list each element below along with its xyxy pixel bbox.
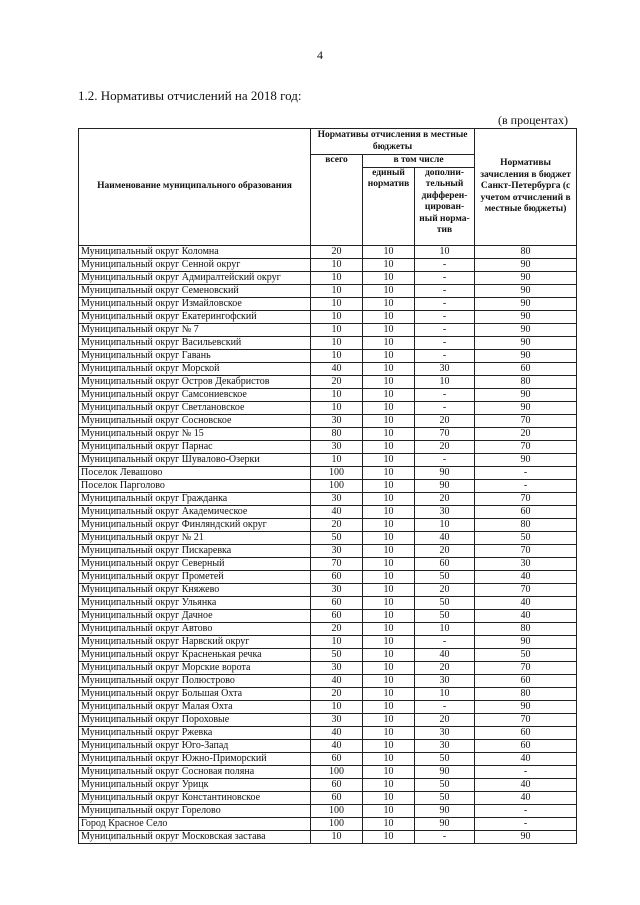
cell-spb: 70 bbox=[475, 713, 577, 726]
cell-name: Муниципальный округ Академическое bbox=[79, 505, 311, 518]
table-row bbox=[79, 362, 577, 375]
cell-name: Муниципальный округ Семеновский bbox=[79, 284, 311, 297]
table-row bbox=[79, 518, 577, 531]
cell-name: Муниципальный округ Светлановское bbox=[79, 401, 311, 414]
cell-additional: 90 bbox=[415, 765, 475, 778]
table-row bbox=[79, 752, 577, 765]
cell-name: Муниципальный округ Морские ворота bbox=[79, 661, 311, 674]
table-row bbox=[79, 492, 577, 505]
cell-spb: 90 bbox=[475, 401, 577, 414]
cell-single: 10 bbox=[363, 700, 415, 713]
cell-spb: 50 bbox=[475, 648, 577, 661]
cell-name: Муниципальный округ Измайловское bbox=[79, 297, 311, 310]
cell-name: Муниципальный округ Малая Охта bbox=[79, 700, 311, 713]
header-local-norms: Нормативы отчисления в местные бюджеты bbox=[311, 129, 475, 155]
cell-total: 30 bbox=[311, 544, 363, 557]
cell-total: 10 bbox=[311, 284, 363, 297]
table-row bbox=[79, 739, 577, 752]
cell-total: 100 bbox=[311, 479, 363, 492]
cell-total: 10 bbox=[311, 297, 363, 310]
cell-name: Муниципальный округ Екатерингофский bbox=[79, 310, 311, 323]
cell-additional: - bbox=[415, 401, 475, 414]
cell-total: 100 bbox=[311, 817, 363, 830]
cell-name: Муниципальный округ Самсониевское bbox=[79, 388, 311, 401]
cell-total: 60 bbox=[311, 596, 363, 609]
cell-single: 10 bbox=[363, 583, 415, 596]
cell-additional: 20 bbox=[415, 492, 475, 505]
cell-single: 10 bbox=[363, 388, 415, 401]
header-additional: дополни-тельный дифферен-цирован-ный норма-тив bbox=[415, 167, 475, 245]
cell-name: Муниципальный округ Пороховые bbox=[79, 713, 311, 726]
cell-spb: - bbox=[475, 765, 577, 778]
cell-total: 30 bbox=[311, 661, 363, 674]
cell-total: 50 bbox=[311, 648, 363, 661]
cell-single: 10 bbox=[363, 609, 415, 622]
cell-name: Муниципальный округ Княжево bbox=[79, 583, 311, 596]
cell-total: 80 bbox=[311, 427, 363, 440]
cell-spb: 70 bbox=[475, 492, 577, 505]
cell-additional: 30 bbox=[415, 362, 475, 375]
cell-name: Муниципальный округ Прометей bbox=[79, 570, 311, 583]
cell-spb: 90 bbox=[475, 258, 577, 271]
cell-spb: 70 bbox=[475, 583, 577, 596]
cell-total: 10 bbox=[311, 830, 363, 843]
units-note: (в процентах) bbox=[498, 113, 568, 127]
cell-spb: 80 bbox=[475, 375, 577, 388]
cell-single: 10 bbox=[363, 440, 415, 453]
cell-total: 10 bbox=[311, 258, 363, 271]
cell-additional: - bbox=[415, 323, 475, 336]
cell-additional: 30 bbox=[415, 505, 475, 518]
cell-additional: 90 bbox=[415, 804, 475, 817]
cell-name: Муниципальный округ Сенной округ bbox=[79, 258, 311, 271]
cell-name: Муниципальный округ № 7 bbox=[79, 323, 311, 336]
cell-name: Муниципальный округ Сосновая поляна bbox=[79, 765, 311, 778]
table-row bbox=[79, 830, 577, 843]
cell-name: Муниципальный округ Юго-Запад bbox=[79, 739, 311, 752]
cell-single: 10 bbox=[363, 557, 415, 570]
table-row bbox=[79, 349, 577, 362]
cell-additional: - bbox=[415, 635, 475, 648]
table-row bbox=[79, 375, 577, 388]
cell-total: 10 bbox=[311, 310, 363, 323]
cell-additional: - bbox=[415, 700, 475, 713]
cell-spb: 90 bbox=[475, 700, 577, 713]
table-row bbox=[79, 804, 577, 817]
cell-total: 10 bbox=[311, 388, 363, 401]
cell-additional: 50 bbox=[415, 778, 475, 791]
header-name: Наименование муниципального образования bbox=[79, 129, 311, 246]
cell-additional: 20 bbox=[415, 713, 475, 726]
cell-additional: 50 bbox=[415, 609, 475, 622]
cell-total: 10 bbox=[311, 401, 363, 414]
cell-name: Муниципальный округ Адмиралтейский округ bbox=[79, 271, 311, 284]
cell-additional: 60 bbox=[415, 557, 475, 570]
cell-additional: - bbox=[415, 349, 475, 362]
cell-single: 10 bbox=[363, 479, 415, 492]
cell-spb: - bbox=[475, 817, 577, 830]
cell-total: 20 bbox=[311, 375, 363, 388]
table-row bbox=[79, 557, 577, 570]
cell-total: 10 bbox=[311, 635, 363, 648]
table-row bbox=[79, 570, 577, 583]
cell-additional: - bbox=[415, 310, 475, 323]
cell-total: 10 bbox=[311, 323, 363, 336]
cell-additional: 30 bbox=[415, 739, 475, 752]
cell-spb: 90 bbox=[475, 284, 577, 297]
cell-single: 10 bbox=[363, 427, 415, 440]
table-row bbox=[79, 726, 577, 739]
cell-total: 40 bbox=[311, 674, 363, 687]
cell-additional: - bbox=[415, 388, 475, 401]
table-row bbox=[79, 271, 577, 284]
cell-total: 30 bbox=[311, 440, 363, 453]
cell-name: Муниципальный округ Горелово bbox=[79, 804, 311, 817]
cell-name: Муниципальный округ Гражданка bbox=[79, 492, 311, 505]
table-row bbox=[79, 336, 577, 349]
cell-total: 100 bbox=[311, 804, 363, 817]
table-row bbox=[79, 817, 577, 830]
cell-total: 100 bbox=[311, 765, 363, 778]
cell-spb: 40 bbox=[475, 778, 577, 791]
cell-name: Муниципальный округ Коломна bbox=[79, 245, 311, 258]
cell-spb: 40 bbox=[475, 609, 577, 622]
cell-spb: 90 bbox=[475, 830, 577, 843]
cell-additional: 10 bbox=[415, 375, 475, 388]
cell-single: 10 bbox=[363, 284, 415, 297]
cell-additional: - bbox=[415, 297, 475, 310]
cell-name: Муниципальный округ Ульянка bbox=[79, 596, 311, 609]
table-row bbox=[79, 648, 577, 661]
table-row bbox=[79, 544, 577, 557]
cell-single: 10 bbox=[363, 505, 415, 518]
cell-single: 10 bbox=[363, 739, 415, 752]
cell-name: Муниципальный округ № 15 bbox=[79, 427, 311, 440]
cell-single: 10 bbox=[363, 622, 415, 635]
cell-total: 60 bbox=[311, 791, 363, 804]
cell-name: Поселок Левашово bbox=[79, 466, 311, 479]
table-row bbox=[79, 596, 577, 609]
cell-single: 10 bbox=[363, 401, 415, 414]
cell-total: 30 bbox=[311, 414, 363, 427]
cell-spb: 40 bbox=[475, 570, 577, 583]
table-row bbox=[79, 700, 577, 713]
cell-single: 10 bbox=[363, 518, 415, 531]
cell-additional: 30 bbox=[415, 726, 475, 739]
table-row bbox=[79, 440, 577, 453]
cell-total: 10 bbox=[311, 271, 363, 284]
table-row bbox=[79, 674, 577, 687]
cell-single: 10 bbox=[363, 349, 415, 362]
cell-single: 10 bbox=[363, 362, 415, 375]
cell-total: 10 bbox=[311, 336, 363, 349]
section-title: 1.2. Нормативы отчислений на 2018 год: bbox=[78, 88, 302, 103]
table-row bbox=[79, 661, 577, 674]
header-total: всего bbox=[311, 155, 363, 246]
cell-name: Муниципальный округ Московская застава bbox=[79, 830, 311, 843]
cell-single: 10 bbox=[363, 596, 415, 609]
cell-total: 10 bbox=[311, 453, 363, 466]
table-row bbox=[79, 635, 577, 648]
cell-name: Муниципальный округ Автово bbox=[79, 622, 311, 635]
cell-single: 10 bbox=[363, 271, 415, 284]
cell-spb: 60 bbox=[475, 505, 577, 518]
cell-spb: 70 bbox=[475, 544, 577, 557]
cell-name: Муниципальный округ Васильевский bbox=[79, 336, 311, 349]
cell-spb: 60 bbox=[475, 674, 577, 687]
cell-name: Муниципальный округ Гавань bbox=[79, 349, 311, 362]
cell-single: 10 bbox=[363, 661, 415, 674]
cell-name: Муниципальный округ Северный bbox=[79, 557, 311, 570]
cell-total: 20 bbox=[311, 687, 363, 700]
cell-single: 10 bbox=[363, 752, 415, 765]
cell-single: 10 bbox=[363, 765, 415, 778]
table-row bbox=[79, 687, 577, 700]
cell-single: 10 bbox=[363, 570, 415, 583]
cell-additional: 20 bbox=[415, 583, 475, 596]
cell-additional: 50 bbox=[415, 596, 475, 609]
cell-name: Муниципальный округ № 21 bbox=[79, 531, 311, 544]
cell-single: 10 bbox=[363, 375, 415, 388]
cell-spb: 90 bbox=[475, 323, 577, 336]
cell-additional: 40 bbox=[415, 531, 475, 544]
cell-single: 10 bbox=[363, 323, 415, 336]
cell-name: Муниципальный округ Шувалово-Озерки bbox=[79, 453, 311, 466]
cell-single: 10 bbox=[363, 492, 415, 505]
cell-single: 10 bbox=[363, 687, 415, 700]
table-row bbox=[79, 531, 577, 544]
table-header bbox=[79, 129, 577, 246]
table-row bbox=[79, 765, 577, 778]
cell-total: 40 bbox=[311, 362, 363, 375]
header-spb: Нормативы зачисления в бюджет Санкт-Петербурга (с учетом отчислений в местные бюджеты) bbox=[475, 129, 577, 246]
cell-name: Муниципальный округ Морской bbox=[79, 362, 311, 375]
cell-additional: 20 bbox=[415, 440, 475, 453]
cell-spb: 80 bbox=[475, 687, 577, 700]
cell-spb: 90 bbox=[475, 349, 577, 362]
cell-spb: - bbox=[475, 804, 577, 817]
cell-total: 10 bbox=[311, 349, 363, 362]
cell-spb: 70 bbox=[475, 661, 577, 674]
cell-spb: 80 bbox=[475, 622, 577, 635]
cell-spb: 80 bbox=[475, 518, 577, 531]
cell-total: 60 bbox=[311, 752, 363, 765]
table-row bbox=[79, 791, 577, 804]
cell-name: Муниципальный округ Ржевка bbox=[79, 726, 311, 739]
cell-total: 30 bbox=[311, 713, 363, 726]
cell-total: 20 bbox=[311, 622, 363, 635]
table-row bbox=[79, 388, 577, 401]
cell-total: 50 bbox=[311, 531, 363, 544]
table-row bbox=[79, 453, 577, 466]
table-row bbox=[79, 245, 577, 258]
cell-total: 20 bbox=[311, 245, 363, 258]
cell-single: 10 bbox=[363, 544, 415, 557]
cell-single: 10 bbox=[363, 791, 415, 804]
cell-spb: 60 bbox=[475, 362, 577, 375]
cell-name: Муниципальный округ Финляндский округ bbox=[79, 518, 311, 531]
table-row bbox=[79, 583, 577, 596]
cell-total: 30 bbox=[311, 583, 363, 596]
cell-name: Муниципальный округ Пискаревка bbox=[79, 544, 311, 557]
cell-spb: 60 bbox=[475, 726, 577, 739]
header-single: единый норматив bbox=[363, 167, 415, 245]
cell-additional: - bbox=[415, 271, 475, 284]
cell-spb: - bbox=[475, 479, 577, 492]
cell-spb: 90 bbox=[475, 297, 577, 310]
table-body bbox=[79, 245, 577, 843]
cell-name: Муниципальный округ Нарвский округ bbox=[79, 635, 311, 648]
cell-name: Муниципальный округ Парнас bbox=[79, 440, 311, 453]
cell-additional: 90 bbox=[415, 479, 475, 492]
cell-single: 10 bbox=[363, 713, 415, 726]
table-row bbox=[79, 284, 577, 297]
cell-single: 10 bbox=[363, 778, 415, 791]
cell-spb: 40 bbox=[475, 596, 577, 609]
cell-name: Муниципальный округ Сосновское bbox=[79, 414, 311, 427]
cell-additional: - bbox=[415, 830, 475, 843]
cell-additional: - bbox=[415, 284, 475, 297]
cell-spb: 70 bbox=[475, 440, 577, 453]
cell-name: Муниципальный округ Красненькая речка bbox=[79, 648, 311, 661]
cell-additional: 40 bbox=[415, 648, 475, 661]
cell-single: 10 bbox=[363, 310, 415, 323]
cell-single: 10 bbox=[363, 336, 415, 349]
cell-name: Поселок Парголово bbox=[79, 479, 311, 492]
cell-total: 100 bbox=[311, 466, 363, 479]
cell-single: 10 bbox=[363, 531, 415, 544]
cell-additional: 50 bbox=[415, 752, 475, 765]
cell-additional: 50 bbox=[415, 791, 475, 804]
table-row bbox=[79, 479, 577, 492]
cell-additional: 10 bbox=[415, 622, 475, 635]
cell-single: 10 bbox=[363, 414, 415, 427]
cell-spb: 30 bbox=[475, 557, 577, 570]
cell-additional: - bbox=[415, 336, 475, 349]
cell-additional: 10 bbox=[415, 245, 475, 258]
cell-total: 60 bbox=[311, 570, 363, 583]
cell-additional: 70 bbox=[415, 427, 475, 440]
cell-spb: 40 bbox=[475, 752, 577, 765]
cell-additional: 10 bbox=[415, 687, 475, 700]
cell-total: 30 bbox=[311, 492, 363, 505]
cell-name: Город Красное Село bbox=[79, 817, 311, 830]
table-row bbox=[79, 414, 577, 427]
cell-single: 10 bbox=[363, 674, 415, 687]
cell-total: 10 bbox=[311, 700, 363, 713]
page-number: 4 bbox=[317, 48, 323, 62]
cell-single: 10 bbox=[363, 817, 415, 830]
cell-additional: - bbox=[415, 258, 475, 271]
cell-total: 40 bbox=[311, 505, 363, 518]
cell-additional: 50 bbox=[415, 570, 475, 583]
cell-name: Муниципальный округ Большая Охта bbox=[79, 687, 311, 700]
cell-spb: 90 bbox=[475, 453, 577, 466]
cell-total: 40 bbox=[311, 739, 363, 752]
cell-single: 10 bbox=[363, 804, 415, 817]
cell-spb: 90 bbox=[475, 336, 577, 349]
table-row bbox=[79, 505, 577, 518]
cell-name: Муниципальный округ Константиновское bbox=[79, 791, 311, 804]
cell-additional: 20 bbox=[415, 544, 475, 557]
table-row bbox=[79, 778, 577, 791]
table-row bbox=[79, 713, 577, 726]
cell-single: 10 bbox=[363, 648, 415, 661]
cell-single: 10 bbox=[363, 830, 415, 843]
cell-additional: 90 bbox=[415, 817, 475, 830]
cell-spb: 90 bbox=[475, 635, 577, 648]
cell-total: 60 bbox=[311, 609, 363, 622]
cell-additional: - bbox=[415, 453, 475, 466]
table-row bbox=[79, 427, 577, 440]
cell-spb: 70 bbox=[475, 414, 577, 427]
table-row bbox=[79, 297, 577, 310]
table-row bbox=[79, 466, 577, 479]
cell-name: Муниципальный округ Дачное bbox=[79, 609, 311, 622]
norms-table bbox=[78, 128, 577, 844]
table-row bbox=[79, 622, 577, 635]
table-row bbox=[79, 609, 577, 622]
cell-single: 10 bbox=[363, 297, 415, 310]
cell-additional: 30 bbox=[415, 674, 475, 687]
cell-total: 40 bbox=[311, 726, 363, 739]
cell-total: 60 bbox=[311, 778, 363, 791]
cell-single: 10 bbox=[363, 258, 415, 271]
header-including: в том числе bbox=[363, 155, 475, 168]
cell-name: Муниципальный округ Полюстрово bbox=[79, 674, 311, 687]
cell-additional: 10 bbox=[415, 518, 475, 531]
cell-total: 70 bbox=[311, 557, 363, 570]
cell-spb: 60 bbox=[475, 739, 577, 752]
cell-single: 10 bbox=[363, 245, 415, 258]
cell-spb: 90 bbox=[475, 271, 577, 284]
table-row bbox=[79, 310, 577, 323]
cell-single: 10 bbox=[363, 453, 415, 466]
cell-spb: 50 bbox=[475, 531, 577, 544]
cell-spb: 90 bbox=[475, 388, 577, 401]
cell-single: 10 bbox=[363, 726, 415, 739]
table-row bbox=[79, 323, 577, 336]
table-row bbox=[79, 258, 577, 271]
table-row bbox=[79, 401, 577, 414]
cell-spb: - bbox=[475, 466, 577, 479]
cell-spb: 20 bbox=[475, 427, 577, 440]
cell-name: Муниципальный округ Урицк bbox=[79, 778, 311, 791]
cell-additional: 90 bbox=[415, 466, 475, 479]
cell-name: Муниципальный округ Остров Декабристов bbox=[79, 375, 311, 388]
cell-single: 10 bbox=[363, 635, 415, 648]
cell-spb: 80 bbox=[475, 245, 577, 258]
cell-single: 10 bbox=[363, 466, 415, 479]
cell-name: Муниципальный округ Южно-Приморский bbox=[79, 752, 311, 765]
cell-spb: 90 bbox=[475, 310, 577, 323]
cell-spb: 40 bbox=[475, 791, 577, 804]
cell-additional: 20 bbox=[415, 414, 475, 427]
cell-additional: 20 bbox=[415, 661, 475, 674]
cell-total: 20 bbox=[311, 518, 363, 531]
